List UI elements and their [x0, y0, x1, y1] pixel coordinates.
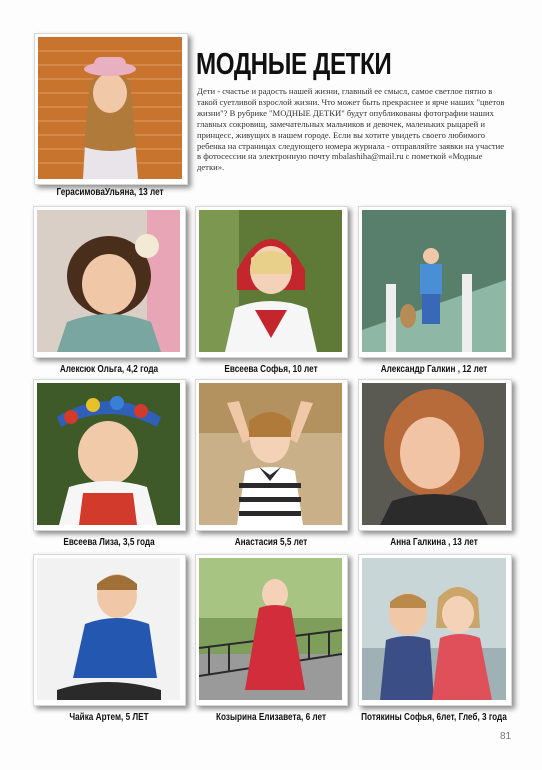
- photo-caption: Анна Галкина , 13 лет: [390, 537, 478, 548]
- photo-girl-striped-dress: [199, 383, 342, 525]
- page-title: МОДНЫЕ ДЕТКИ: [196, 46, 392, 81]
- photo-caption: Чайка Артем, 5 ЛЕТ: [69, 712, 149, 723]
- photo-girl-flower-wreath: [37, 383, 180, 525]
- photo-caption: Евсеева Софья, 10 лет: [224, 364, 318, 375]
- photo-girl-red-hood: [199, 210, 342, 352]
- photo-girl-red-dress: [199, 558, 342, 700]
- photo-caption: ГерасимоваУльяна, 13 лет: [56, 187, 164, 198]
- photo-featured-girl: [38, 37, 182, 179]
- photo-caption: Анастасия 5,5 лет: [234, 537, 308, 548]
- page-number: 81: [500, 731, 512, 742]
- intro-paragraph: Дети - счастье и радость нашей жизни, главный ее смысл, самое светлое пятно в такой суетливой взрослой жизни. Что может быть прекраснее и ярче наших "цветов жизни"? В рубрике "МОДНЫЕ ДЕТКИ" будут опубликованы фотографии наших главных сокровищ, замечательных мальчиков и девочек, маленьких рыцарей и принцесс, живущих в нашем городе. Если вы хотите увидеть своего любимого ребенка на страницах следующего номера журнала - отправляйте заявки на участие в фотосессии на электронную почту mbalashiha@mail.ru с пометкой «Модные детки».: [197, 86, 505, 173]
- photo-siblings: [362, 558, 506, 700]
- photo-girl-portrait: [362, 383, 506, 525]
- photo-caption: Козырина Елизавета, 6 лет: [215, 712, 327, 723]
- photo-caption: Потякины Софья, 6лет, Глеб, 3 года: [361, 712, 507, 723]
- photo-girl-curly: [37, 210, 180, 352]
- photo-caption: Алексюк Ольга, 4,2 года: [59, 364, 159, 375]
- photo-boy-blue-shirt: [37, 558, 180, 700]
- photo-caption: Евсеева Лиза, 3,5 года: [63, 537, 155, 548]
- photo-boy-guitar: [362, 210, 506, 352]
- photo-caption: Александр Галкин , 12 лет: [380, 364, 488, 375]
